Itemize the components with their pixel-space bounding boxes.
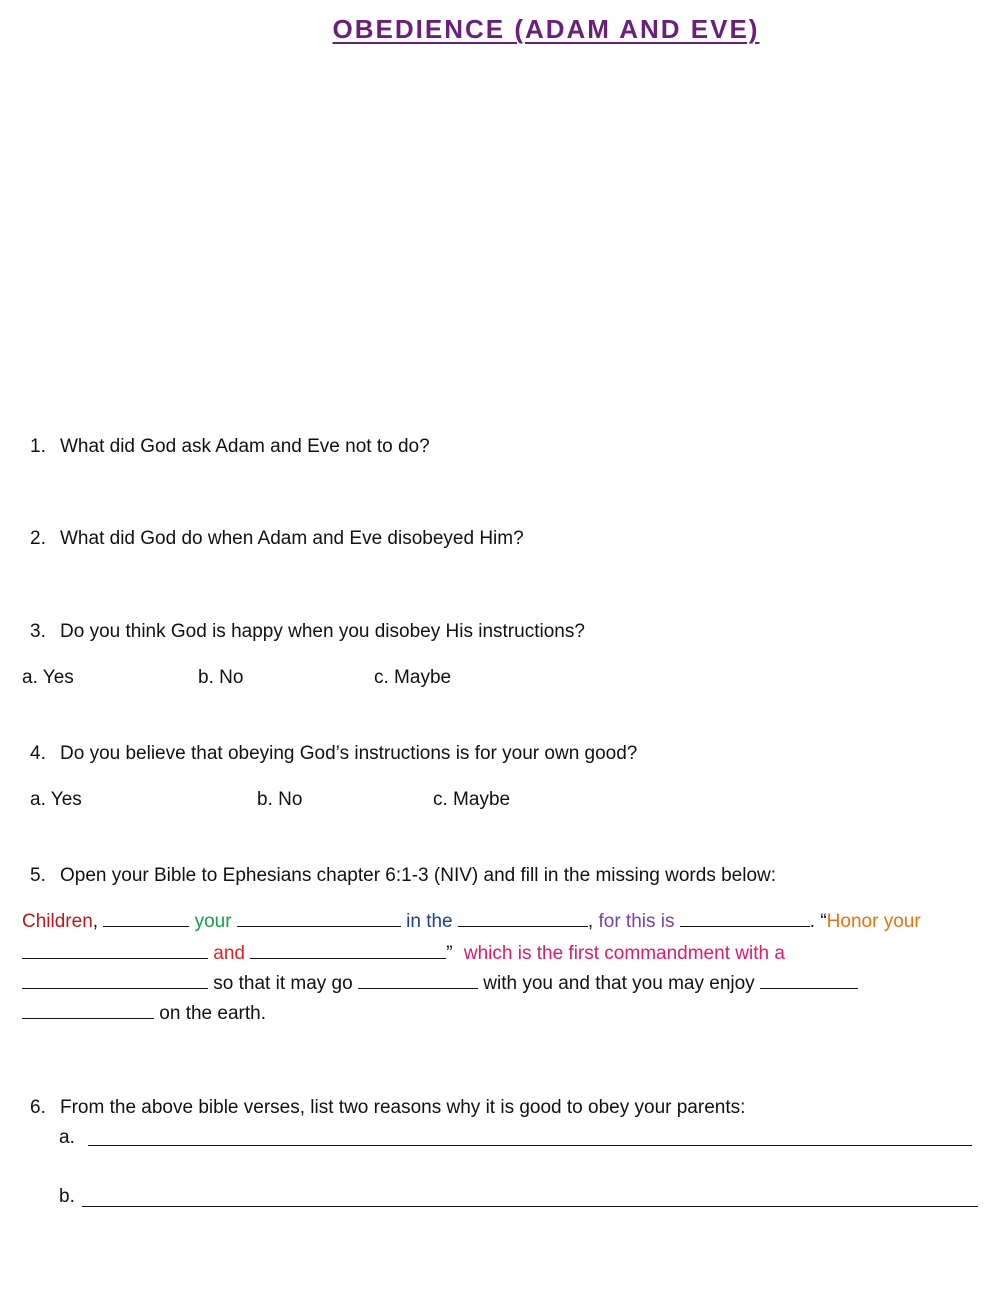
question-text: Do you believe that obeying God’s instructions is for your own good? [60,743,638,764]
answer-line-a[interactable] [88,1145,972,1146]
question-text: Open your Bible to Ephesians chapter 6:1-3 (NIV) and fill in the missing words below: [60,865,777,886]
question-text: Do you think God is happy when you disobey His instructions? [60,621,585,642]
fill-blank[interactable] [458,912,588,927]
question-number: 4. [30,743,46,764]
verse-with-you: with you and that you may enjoy [483,973,755,994]
verse-your: your [194,911,232,932]
verse-in-the: in the [406,911,453,932]
question-number: 6. [30,1097,46,1118]
q4-option-no[interactable]: b. No [257,789,303,810]
question-number: 2. [30,528,46,549]
fill-blank[interactable] [22,974,208,989]
verse-line-1: Children, your in the , for this is . “Honor your [22,911,921,932]
question-5 [30,865,776,887]
question-4 [30,743,637,765]
question-6 [30,1097,745,1119]
question-text: From the above bible verses, list two reasons why it is good to obey your parents: [60,1097,746,1118]
question-number: 5. [30,865,46,886]
verse-line-4 [22,1003,266,1025]
verse-for-this-is: for this is [598,911,675,932]
question-3 [30,621,585,643]
fill-blank[interactable] [22,1004,154,1019]
verse-and: and [213,943,245,964]
q4-option-yes[interactable]: a. Yes [30,789,82,810]
question-text: What did God do when Adam and Eve disobeyed Him? [60,528,524,549]
verse-so-that: so that it may go [213,973,353,994]
verse-line-2 [22,943,785,965]
question-2 [30,528,524,550]
verse-children: Children [22,911,93,932]
page-title: OBEDIENCE (ADAM AND EVE) [332,14,760,44]
fill-blank[interactable] [760,974,858,989]
q4-option-maybe[interactable]: c. Maybe [433,789,511,810]
answer-label-a: a. [59,1127,75,1148]
fill-blank[interactable] [103,912,189,927]
answer-line-b[interactable] [82,1206,978,1207]
fill-blank[interactable] [237,912,401,927]
question-1 [30,436,430,458]
fill-blank[interactable] [680,912,810,927]
verse-close-quote: ” [446,943,453,964]
fill-blank[interactable] [22,944,208,959]
fill-blank[interactable] [358,974,478,989]
verse-line-3 [22,973,858,995]
q3-option-maybe[interactable]: c. Maybe [374,667,452,688]
verse-comma: , [92,911,99,932]
question-text: What did God ask Adam and Eve not to do? [60,436,430,457]
verse-open-quote: . “ [809,911,827,932]
fill-blank[interactable] [250,944,446,959]
question-number: 3. [30,621,46,642]
question-number: 1. [30,436,46,457]
q3-option-yes[interactable]: a. Yes [22,667,74,688]
answer-label-b: b. [59,1186,75,1207]
verse-on-earth: on the earth. [159,1003,266,1024]
verse-honor-your: Honor your [826,911,921,932]
q3-option-no[interactable]: b. No [198,667,244,688]
verse-first-commandment: which is the first commandment with a [463,943,785,964]
